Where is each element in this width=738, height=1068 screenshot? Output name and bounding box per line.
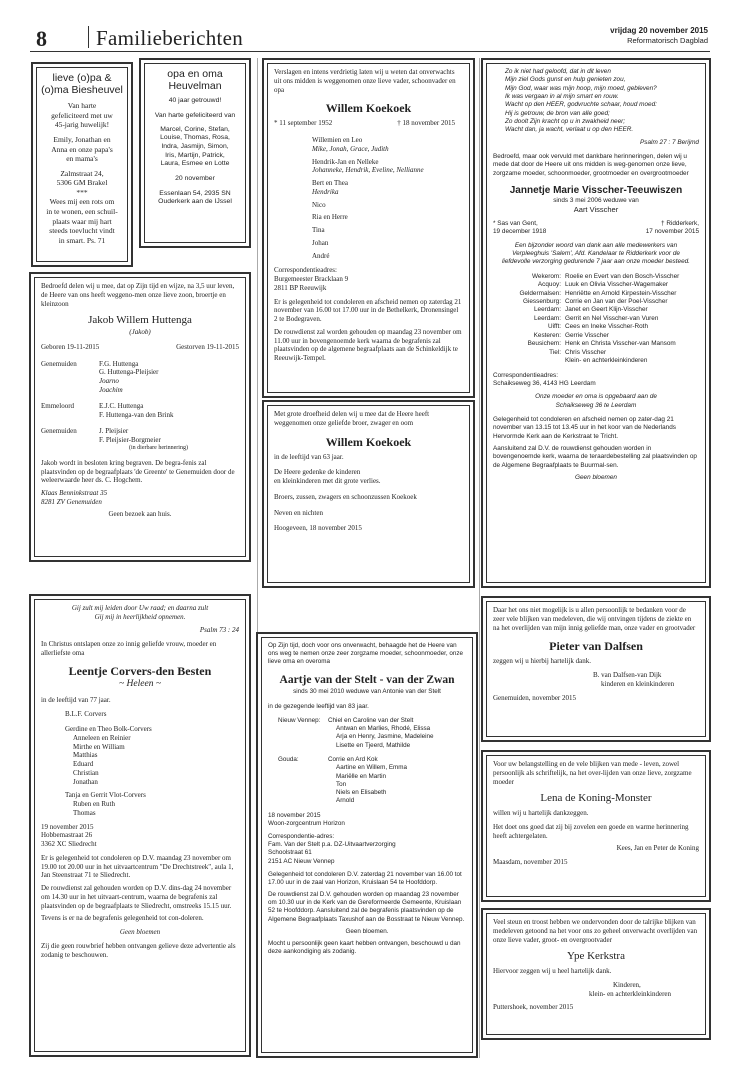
family-line: Bert en Thea [312,179,349,187]
family-row [493,315,699,323]
text-line: Indra, Jasmijn, Simon, [161,142,229,150]
family-line: André [312,251,330,260]
family-line: Mariëlle en Martin [336,772,387,780]
place-label: Uifft: [547,323,561,331]
thanks-text: zeggen wij u hierbij hartelijk dank. [493,657,591,666]
verse-line: Ik was vergaan in al mijn smart en rouw. [505,92,619,100]
signature-line: Kees, Jan en Peter de Koning [616,844,699,853]
family-line: Jonathan [73,777,98,786]
text-line: en kleinkinderen met dit grote verlies. [274,477,381,485]
signature-line: klein- en achterkleinkinderen [589,989,672,998]
no-flowers-note: Geen bloemen [575,473,617,481]
text-line: Ouderkerk aan de IJssel [158,198,232,206]
text-line: Iris, Martijn, Patrick, [165,151,225,159]
birth-date: Geboren 19-11-2015 [41,342,100,351]
date-line: 18 november 2015 [268,811,321,819]
family-line: Joachim [99,386,123,395]
request-text: Mocht u persoonlijk geen kaart hebben ontvangen, beschouwd u dan deze aankondiging als zodanig. [268,940,461,956]
place-label: Geldermalsen: [519,289,561,297]
family-line: Ruben en Ruth [73,800,115,809]
address-line: 8281 ZV Genemuiden [41,497,102,506]
death-date: 17 november 2015 [645,228,699,236]
widow-text: sinds 30 mei 2010 weduwe van Antonie van der Stelt [293,688,441,696]
condolence-text: Er is gelegenheid tot condoleren en afscheid nemen op zaterdag 21 november van 16.00 tot 17.00 uur in de Bethelkerk, Dronensingel 2 te Bodegraven. [274,297,462,323]
verse-line: Zo doolt Zijn kracht op u in zwakheid neer; [505,117,626,125]
family-line: Klein- en achterkleinkinderen [565,357,648,365]
family-line: G. Huttenga-Pleijsier [99,368,159,377]
family-line: Gerrit en Nel Visscher-van Vuren [565,314,659,322]
deceased-name: Leentje Corvers-den Besten [68,663,212,678]
deceased-name: Aartje van der Stelt - van der Zwan [279,673,455,686]
text-line: *** [76,187,88,197]
family-line: Tina [312,226,325,234]
family-line: Arnold [336,797,355,805]
family-line: Janet en Geert Klijn-Visscher [565,306,648,314]
ad-title: opa en oma [167,68,223,80]
family-table [493,273,699,366]
ad-willem-koekoek-family [262,400,475,588]
verse-line: Gij zult mij leiden door Uw raad; en daarna zult [71,604,209,612]
age-text: in de leeftijd van 63 jaar. [274,452,344,461]
deceased-name: Pieter van Dalfsen [549,639,643,654]
place-label: Genemuiden [41,359,77,368]
family-line: Matthias [73,751,98,760]
ad-kerkstra [481,908,711,1040]
ad-title: (o)ma Biesheuvel [41,84,123,97]
ad-intro: Veel steun en troost hebben we ondervonden door de talrijke blijken van medeleven getoond na het voor ons zo geheel onverwacht overlijden van onze lieve vader, groot- en overgrootvader [493,918,698,944]
text-line: Van harte [67,101,97,111]
family-line: Gerrie Visscher [565,331,609,339]
family-line: Chris Visscher [565,348,607,356]
header-separator [88,26,89,48]
verse-line: Zo ik niet had geloofd, dat in dit leven [505,68,611,75]
ad-heuvelman [139,58,251,248]
text-line: in smart. Ps. 71 [58,235,106,245]
ad-van-der-stelt [256,632,478,1058]
section-title: Familieberichten [96,26,244,50]
ad-willem-koekoek [262,58,475,398]
correspondence-label: Correspondentieadres: [274,266,337,275]
family-row [493,290,699,298]
address-line: Hobbemastraat 26 [41,831,93,840]
verse-line: Hij is getrouw, de bron van alle goed; [505,109,610,117]
death-place: † Ridderkerk, [660,220,699,228]
deceased-name: Ype Kerkstra [567,950,625,963]
husband-name: Aart Visscher [573,205,619,215]
family-line: Johan [312,238,329,247]
family-line: Hendrik-Jan en Nelleke [312,157,379,166]
family-line: F.G. Huttenga [99,359,139,368]
family-row [493,332,699,340]
death-date: † 18 november 2015 [397,119,455,128]
verse-line: Gij mij in heerlijkheid opnemen. [94,612,186,621]
family-row [493,306,699,314]
family-row [493,273,699,281]
ad-huttenga [29,272,251,562]
text-line: Laura, Esmee en Lotte [160,160,230,168]
address-line: Klaas Benninkstraat 35 [41,489,108,498]
address-line: 3362 XC Sliedrecht [41,840,97,849]
condolence-text: Gelegenheid tot condoleren D.V. zaterdag 21 november van 16.00 tot 17.00 uur in de zaal van Horizon, Kruislaan 54 te Hoofddorp. [268,870,462,886]
address-line: Burgemeester Bracklaan 9 [274,275,349,283]
service-text: De rouwdienst zal worden gehouden op maandag 23 november om 11.00 uur in bovengenoemde kerk waarna de begrafenis zal plaatsvinden op de algemene begraafplaats aan de Schinkeldijk te Reeuwijk-Tempel. [274,327,462,362]
memory-text: Het doet ons goed dat zij bij zovelen een goede en warme herinnering heeft achtergelaten. [493,822,689,840]
place-label: Tiel: [549,348,561,356]
family-line: Cees en Ineke Visscher-Roth [565,323,649,331]
verse-reference: Psalm 27 : 7 Berijmd [640,138,699,146]
place-label: Leerdam: [534,306,561,314]
place-label: Kesteren: [533,331,561,339]
family-row [493,323,699,331]
condolence-text: Er is gelegenheid tot condoleren op D.V. maandag 23 november om 19.00 tot 20.00 uur in het uitvaartcentrum "De Drechtstreek", aula 1, Jan Steenstraat 71 te Sliedrecht. [41,853,234,880]
family-line: Christian [73,768,99,777]
ad-biesheuvel [31,62,133,267]
deceased-name: Willem Koekoek [325,434,412,449]
verse-line: Mijn God, waar was mijn hoop, mijn moed, gebleven? [505,84,657,92]
text-line: 45-jarig huwelijk! [54,120,110,130]
address-line: Schaikseweg 36, 4143 HG Leerdam [493,379,596,387]
place-label: Beusichem: [527,340,561,348]
place-label: Giessenburg: [522,298,561,306]
thanks-text: Hiervoor zeggen wij u heel hartelijk dank. [493,967,612,975]
ad-title: Heuvelman [168,80,222,93]
deceased-name: Jakob Willem Huttenga [88,314,192,327]
family-line: Tanja en Gerrit Vlot-Corvers [65,791,146,800]
family-line: Niels en Elisabeth [336,789,387,797]
family-line: J. Pleijsier [99,427,129,436]
issue-date: vrijdag 20 november 2015 [610,26,708,35]
service-text: Aansluitend zal D.V. de rouwdienst gehouden worden in bovengenoemde kerk, waarna de teraardebestelling zal plaatsvinden op de Algemene Begraafplaats te Buurmal-sen. [493,444,697,469]
no-flowers-note: Geen bloemen [119,928,161,937]
text-line: Louise, Thomas, Rosa, [160,134,230,142]
family-line: E.J.C. Huttenga [99,402,144,411]
ad-corvers-den-besten [29,594,251,1057]
family-line: Henriëtte en Arnold Kirpestein-Visscher [565,289,677,297]
burial-text: Jakob wordt in besloten kring begraven. De begra-fenis zal plaatsvinden op de begraafplaats 'de Greente' te Genemuiden door de weleerwaarde heer ds. C. Hogchem. [41,458,235,485]
family-line: Roelie en Evert van den Bosch-Visscher [565,272,680,280]
text-line: Marcel, Corine, Stefan, [160,125,230,133]
ad-de-koning-monster [481,750,711,902]
ad-visscher-teeuwiszen [481,58,711,588]
family-line: Mirthe en William [73,742,125,751]
service-text: De rouwdienst zal gehouden worden op D.V. dins-dag 24 november om 14.30 uur in het uitvaart-centrum, waarna de begrafenis zal plaatsvinden op de begraafplaats te Sliedrecht, omstreeks 15.15 uur. [41,884,232,910]
family-line: Antwan en Marlies, Rhodé, Elissa [336,725,431,733]
page-header [30,22,710,52]
family-line: Luuk en Olivia Visscher-Wagemaker [565,281,669,289]
signature-line: B. van Dalfsen-van Dijk [593,671,662,679]
place-label: Leerdam: [534,314,561,322]
family-line: Corrie en Ard Kok [328,755,378,763]
verse-line: Wacht dan, ja wacht, verlaat u op den HEER. [505,126,634,134]
text-line: 5306 GM Brakel [56,178,108,188]
text-line: gefeliciteerd met uw [51,110,113,120]
service-text: De rouwdienst zal D.V. gehouden worden op maandag 23 november om 10.30 uur in de Kerk van de Gereformeerde Gemeente, Kruislaan 52 te Hoofddorp. Aansluitend zal de begrafenis plaatsvinden op de Algemene Begraafplaats Taxushof aan de Bosstraat te Nieuw Vennep. [268,891,465,923]
age-text: in de leeftijd van 77 jaar. [41,695,111,704]
condolence-text: Gelegenheid tot condoleren en afscheid nemen op zater-dag 21 november van 13.15 tot 13.45 uur in het koor van de Nederlands Hervormde Kerk aan de Kerkstraat te Tricht. [493,415,676,440]
text-line: Essenlaan 54, 2935 SN [159,189,231,197]
husband-name: B.L.F. Corvers [65,710,107,719]
text-line: 20 november [175,174,215,182]
request-text: Zij die geen rouwbrief hebben ontvangen gelieve deze advertentie als zodanig te beschouwen. [41,941,236,959]
birth-date: 19 december 1918 [493,228,547,236]
laid-out-text: Schaikseweg 36 te Leerdam [555,401,637,409]
verse-line: Mijn ziel Gods gunst en hulp genieten zou, [505,76,626,84]
address-line: 2151 AC Nieuw Vennep [268,857,335,865]
nickname: (Jakob) [129,328,151,336]
ad-intro: Met grote droefheid delen wij u mee dat de Heere heeft weggenomen onze geliefde broer, zwager en oom [274,410,430,427]
family-line: Henk en Christa Visscher-van Mansom [565,340,676,348]
family-line: Hendrika [312,187,339,196]
family-line: Gerdine en Theo Bolk-Corvers [65,725,152,734]
family-line: Joarno [99,377,119,386]
place-date: Maasdam, november 2015 [493,858,568,866]
nickname: ~ Heleen ~ [119,678,161,689]
place-label: Nieuw Vennep: [278,716,321,724]
thanks-text: willen wij u hartelijk dankzeggen. [493,809,589,817]
ad-intro: Verslagen en intens verdrietig laten wij u weten dat onverwachts uit ons midden is weggenomen onze lieve vader, schoonvader en opa [274,68,456,94]
verse-reference: Psalm 73 : 24 [199,625,239,634]
correspondence-label: Correspondentie-adres: [268,833,335,841]
family-line: Nico [312,200,326,209]
text-line: plaats waar mij hart [52,216,112,226]
address-line: Fam. Van der Stelt p.a. DZ-Uitvaartverzorging [268,841,396,849]
text-line: Wees mij een rots om [49,197,115,207]
place-label: Emmeloord [41,402,75,411]
family-row [493,340,699,348]
ad-intro: In Christus ontslapen onze zo innig geliefde vrouw, moeder en allerliefste oma [41,640,217,657]
family-line: Arja en Henry, Jasmine, Madeleine [336,733,434,741]
text-line: 40 jaar getrouwd! [168,97,222,105]
column-divider [479,58,480,1058]
extra-text: Tevens is er na de begrafenis gelegenheid tot con-doleren. [41,914,204,923]
text-line: en mama's [66,154,98,164]
place-date: Hoogeveen, 18 november 2015 [274,524,362,533]
verse-line: Wacht op den HEER, godvruchte schaar, houd moed: [505,101,657,109]
correspondence-label: Correspondentieadres: [493,371,559,379]
family-line: Lisette en Tjeerd, Mathilde [336,741,411,749]
family-line: Johanneke, Hendrik, Eveline, Nellianne [312,166,424,175]
family-line: (in dierbare herinnering) [129,445,188,452]
deceased-name: Willem Koekoek [325,101,412,116]
family-row [493,298,699,306]
ad-van-dalfsen [481,596,711,742]
place-date: Genemuiden, november 2015 [493,693,577,702]
ad-title: lieve (o)pa & [52,72,112,84]
family-line: F. Pleijsier-Borgmeier [99,436,161,445]
text-line: Zalmstraat 24, [60,168,104,178]
text-line: in te wonen, een schuil- [46,207,118,217]
ad-intro: Daar het ons niet mogelijk is u allen persoonlijk te bedanken voor de zeer vele blijken van medeleven, die wij ontvingen tijdens de ziekte en na het overlijden van mijn innig geliefde man, onze vader en grootvader [493,606,696,632]
thanks-text: Een bijzonder woord van dank aan alle medewerkers van Verpleeghuis 'Salem', Afd. Kandelaar te Ridderkerk voor de liefdevolle verzorging gedurende 7 jaar aan onze moeder besteed. [502,241,690,266]
ad-intro: Bedroefd, maar ook vervuld met dankbare herinneringen, delen wij u mede dat door de Heere uit ons midden is weg-genomen onze lieve, zorgzame moeder, schoonmoeder, grootmoeder en overgrootmoeder [493,152,689,177]
no-flowers-note: Geen bloemen. [345,927,389,935]
signature-line: kinderen en kleinkinderen [601,679,675,688]
family-line: Eduard [73,760,94,769]
place-label: Acquoy: [537,281,561,289]
death-date: Gestorven 19-11-2015 [176,342,239,351]
family-line: Willemien en Leo [312,136,363,144]
family-line: Corrie en Jan van der Poel-Visscher [565,298,668,306]
family-line: Aartine en Willem, Emma [336,764,408,772]
ad-intro: Op Zijn tijd, doch voor ons onverwacht, behaagde het de Heere van ons weg te nemen onze zeer zorgzame moeder, schoonmoeder, onze lieve oma en overoma [268,642,463,666]
family-line: Ton [336,780,347,788]
family-line: Mike, Jonah, Grace, Judith [312,144,389,153]
birth-place: * Sas van Gent, [493,220,538,228]
place-date: Puttershoek, november 2015 [493,1003,574,1012]
newspaper-name: Reformatorisch Dagblad [627,36,708,45]
family-line: Ria en Herre [312,213,348,222]
ad-intro: Bedroefd delen wij u mee, dat op Zijn tijd en wijze, na 3,5 uur leven, de Heere van ons heeft weggeno-men onze lieve zoon, broertje en kleinzoon [41,282,235,308]
text-line: De Heere gedenke de kinderen [274,468,361,477]
signature-line: Kinderen, [613,980,641,989]
page-number: 8 [36,26,47,51]
text-line: Neven en nichten [274,508,323,517]
no-visits-note: Geen bezoek aan huis. [108,509,172,518]
place-label: Genemuiden [41,427,77,436]
location-line: Woon-zorgcentrum Horizon [268,819,345,827]
deceased-name: Lena de Koning-Monster [540,792,652,805]
text-line: steeds toevlucht vindt [49,226,115,236]
family-row [493,281,699,289]
place-label [493,357,565,365]
birth-date: * 11 september 1952 [274,119,333,128]
family-line: Anneleen en Reinier [73,733,131,742]
place-label: Wekerom: [531,272,561,280]
deceased-name: Jannetje Marie Visscher-Teeuwiszen [509,184,683,196]
ad-intro: Voor uw belangstelling en de vele blijken van mede - leven, zowel persoonlijk als schriftelijk, na het over-lijden van onze lieve, zorgzame moeder [493,760,692,786]
place-label: Gouda: [278,755,299,763]
date-line: 19 november 2015 [41,822,94,831]
text-line: Broers, zussen, zwagers en schoonzussen Koekoek [274,492,417,501]
text-line: Anna en onze papa's [51,144,113,154]
family-row [493,349,699,357]
text-line: Van harte gefeliciteerd van [154,111,236,119]
family-line: Chiel en Caroline van der Stelt [328,716,414,724]
address-line: 2811 BP Reeuwijk [274,283,327,292]
age-text: in de gezegende leeftijd van 83 jaar. [268,702,369,710]
text-line: Emily, Jonathan en [53,134,111,144]
address-line: Schoolstraat 61 [268,849,312,857]
laid-out-text: Onze moeder en oma is opgebaard aan de [535,393,657,401]
family-line: F. Huttenga-van den Brink [99,411,174,420]
widow-text: sinds 3 mei 2006 weduwe van [553,196,639,204]
family-row [493,357,699,365]
family-line: Thomas [73,808,96,817]
